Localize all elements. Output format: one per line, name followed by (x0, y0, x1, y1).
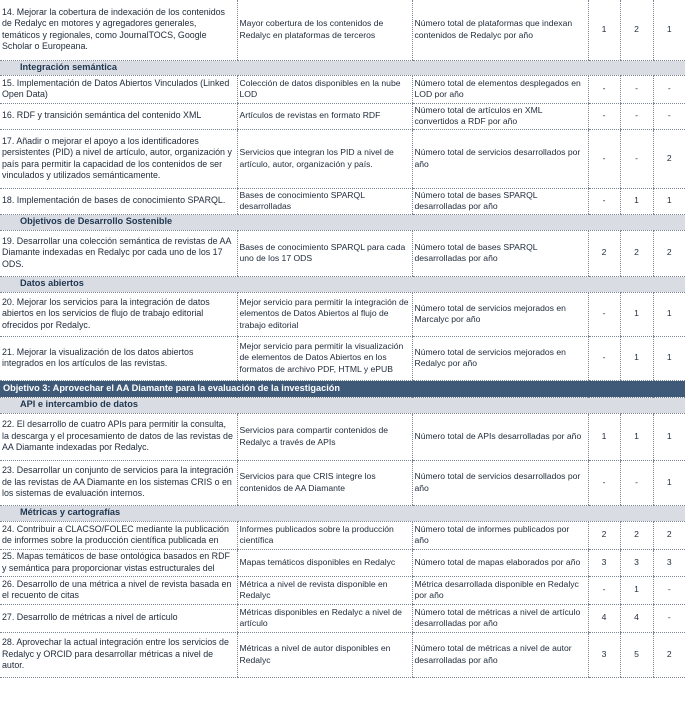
year-2-value: 1 (620, 413, 653, 460)
year-1-value: - (588, 336, 620, 380)
table-row (0, 129, 685, 188)
table-row (0, 336, 685, 380)
year-3-value: - (653, 75, 685, 103)
year-1-value: - (588, 576, 620, 604)
year-1-value: 2 (588, 521, 620, 549)
year-1-value: 2 (588, 230, 620, 276)
year-3-value: 1 (653, 188, 685, 214)
year-1-value: - (588, 460, 620, 505)
activity-cell: 21. Mejorar la visualización de los datos abiertos integrados en los artículos de las revistas. (0, 336, 237, 380)
indicator-cell: Número total de servicios desarrollados por año (412, 129, 588, 188)
section-title: Métricas y cartografías (0, 505, 685, 521)
year-2-value: 5 (620, 632, 653, 677)
year-2-value: 3 (620, 549, 653, 576)
activity-cell: 17. Añadir o mejorar el apoyo a los identificadores persistentes (PID) a nivel de artículo, autor, organización y país para permitir la capacidad de los contenidos de ser vinculados y utilizados semánticamente. (0, 129, 237, 188)
activity-cell: 25. Mapas temáticos de base ontológica basados en RDF y semántica para proporcionar vistas estructurales del (0, 549, 237, 576)
table-row (0, 103, 685, 129)
section-header-row (0, 214, 685, 230)
year-2-value: - (620, 129, 653, 188)
activity-cell: 18. Implementación de bases de conocimiento SPARQL. (0, 188, 237, 214)
result-cell: Servicios para que CRIS integre los contenidos de AA Diamante (237, 460, 412, 505)
year-1-value: - (588, 129, 620, 188)
year-2-value: 2 (620, 230, 653, 276)
activity-cell: 15. Implementación de Datos Abiertos Vinculados (Linked Open Data) (0, 75, 237, 103)
result-cell: Métrica a nivel de revista disponible en Redalyc (237, 576, 412, 604)
result-cell: Mayor cobertura de los contenidos de Redalyc en plataformas de terceros (237, 0, 412, 60)
activity-cell: 27. Desarrollo de métricas a nivel de artículo (0, 604, 237, 632)
indicator-cell: Número total de servicios desarrollados por año (412, 460, 588, 505)
year-1-value: 3 (588, 549, 620, 576)
year-2-value: 1 (620, 576, 653, 604)
year-1-value: - (588, 292, 620, 336)
year-2-value: - (620, 75, 653, 103)
result-cell: Informes publicados sobre la producción científica (237, 521, 412, 549)
year-3-value: 1 (653, 336, 685, 380)
year-2-value: 2 (620, 521, 653, 549)
activity-cell: 22. El desarrollo de cuatro APIs para permitir la consulta, la descarga y el procesamiento de datos de las revistas de AA Diamante indexadas por Redalyc. (0, 413, 237, 460)
year-3-value: 2 (653, 521, 685, 549)
result-cell: Artículos de revistas en formato RDF (237, 103, 412, 129)
year-3-value: 2 (653, 230, 685, 276)
activity-cell: 20. Mejorar los servicios para la integración de datos abiertos en los servicios de flujo de trabajo editorial ofrecidos por Redalyc. (0, 292, 237, 336)
table-row (0, 230, 685, 276)
year-2-value: 1 (620, 188, 653, 214)
result-cell: Mejor servicio para permitir la integración de elementos de Datos Abiertos al flujo de trabajo editorial (237, 292, 412, 336)
indicator-cell: Número total de bases SPARQL desarrolladas por año (412, 188, 588, 214)
result-cell: Bases de conocimiento SPARQL desarrolladas (237, 188, 412, 214)
indicator-cell: Número total de APIs desarrolladas por año (412, 413, 588, 460)
activity-cell: 16. RDF y transición semántica del contenido XML (0, 103, 237, 129)
indicator-cell: Número total de informes publicados por año (412, 521, 588, 549)
year-2-value: 1 (620, 336, 653, 380)
year-3-value: 2 (653, 129, 685, 188)
table-row (0, 460, 685, 505)
year-2-value: 1 (620, 292, 653, 336)
year-3-value: 3 (653, 549, 685, 576)
indicator-cell: Número total de artículos en XML convertidos a RDF por año (412, 103, 588, 129)
table-row (0, 188, 685, 214)
year-3-value: 2 (653, 632, 685, 677)
activity-cell: 28. Aprovechar la actual integración entre los servicios de Redalyc y ORCID para desarrollar métricas a nivel de autor. (0, 632, 237, 677)
result-cell: Mejor servicio para permitir la visualización de elementos de Datos Abiertos en los formatos de archivo PDF, HTML y ePUB (237, 336, 412, 380)
year-1-value: 3 (588, 632, 620, 677)
section-title: Objetivos de Desarrollo Sostenible (0, 214, 685, 230)
section-header-row (0, 276, 685, 292)
section-header-row (0, 60, 685, 75)
year-3-value: - (653, 103, 685, 129)
activity-cell: 23. Desarrollar un conjunto de servicios para la integración de las revistas de AA Diamante en los sistemas CRIS o en los sistemas de evaluación internos. (0, 460, 237, 505)
table-row (0, 604, 685, 632)
year-1-value: - (588, 188, 620, 214)
indicator-cell: Métrica desarrollada disponible en Redalyc por año (412, 576, 588, 604)
table-row (0, 292, 685, 336)
indicator-cell: Número total de mapas elaborados por año (412, 549, 588, 576)
year-1-value: 4 (588, 604, 620, 632)
indicator-cell: Número total de bases SPARQL desarrolladas por año (412, 230, 588, 276)
table-row (0, 632, 685, 677)
table-row (0, 413, 685, 460)
indicator-cell: Número total de plataformas que indexan contenidos de Redalyc por año (412, 0, 588, 60)
year-3-value: 1 (653, 292, 685, 336)
indicator-cell: Número total de servicios mejorados en Redalyc por año (412, 336, 588, 380)
table-row (0, 576, 685, 604)
table-row (0, 75, 685, 103)
activity-cell: 19. Desarrollar una colección semántica de revistas de AA Diamante indexadas en Redalyc por cada uno de los 17 ODS. (0, 230, 237, 276)
result-cell: Métricas disponibles en Redalyc a nivel de artículo (237, 604, 412, 632)
section-title: Datos abiertos (0, 276, 685, 292)
year-2-value: 2 (620, 0, 653, 60)
year-1-value: 1 (588, 0, 620, 60)
result-cell: Servicios para compartir contenidos de Redalyc a través de APIs (237, 413, 412, 460)
result-cell: Bases de conocimiento SPARQL para cada uno de los 17 ODS (237, 230, 412, 276)
year-3-value: 1 (653, 460, 685, 505)
year-1-value: 1 (588, 413, 620, 460)
indicator-cell: Número total de métricas a nivel de autor desarrolladas por año (412, 632, 588, 677)
table-row (0, 0, 685, 60)
year-2-value: 4 (620, 604, 653, 632)
year-3-value: 1 (653, 0, 685, 60)
table-row (0, 549, 685, 576)
result-cell: Colección de datos disponibles en la nube LOD (237, 75, 412, 103)
year-3-value: 1 (653, 413, 685, 460)
year-3-value: - (653, 576, 685, 604)
result-cell: Mapas temáticos disponibles en Redalyc (237, 549, 412, 576)
result-cell: Servicios que integran los PID a nivel de artículo, autor, organización y país. (237, 129, 412, 188)
activity-cell: 24. Contribuir a CLACSO/FOLEC mediante la publicación de informes sobre la producción científica publicada en (0, 521, 237, 549)
result-cell: Métricas a nivel de autor disponibles en Redalyc (237, 632, 412, 677)
indicator-cell: Número total de métricas a nivel de artículo desarrolladas por año (412, 604, 588, 632)
year-1-value: - (588, 103, 620, 129)
indicator-cell: Número total de servicios mejorados en Marcalyc por año (412, 292, 588, 336)
activity-cell: 14. Mejorar la cobertura de indexación de los contenidos de Redalyc en motores y agregadores generales, temáticos y regionales, como JournalTOCS, Google Scholar o Europeana. (0, 0, 237, 60)
year-2-value: - (620, 460, 653, 505)
objective-header-row (0, 380, 685, 397)
table-row (0, 521, 685, 549)
objective-title: Objetivo 3: Aprovechar el AA Diamante para la evaluación de la investigación (0, 380, 685, 397)
section-header-row (0, 397, 685, 413)
year-1-value: - (588, 75, 620, 103)
section-title: API e intercambio de datos (0, 397, 685, 413)
section-title: Integración semántica (0, 60, 685, 75)
year-3-value: - (653, 604, 685, 632)
indicator-cell: Número total de elementos desplegados en LOD por año (412, 75, 588, 103)
activity-cell: 26. Desarrollo de una métrica a nivel de revista basada en el recuento de citas (0, 576, 237, 604)
year-2-value: - (620, 103, 653, 129)
section-header-row (0, 505, 685, 521)
